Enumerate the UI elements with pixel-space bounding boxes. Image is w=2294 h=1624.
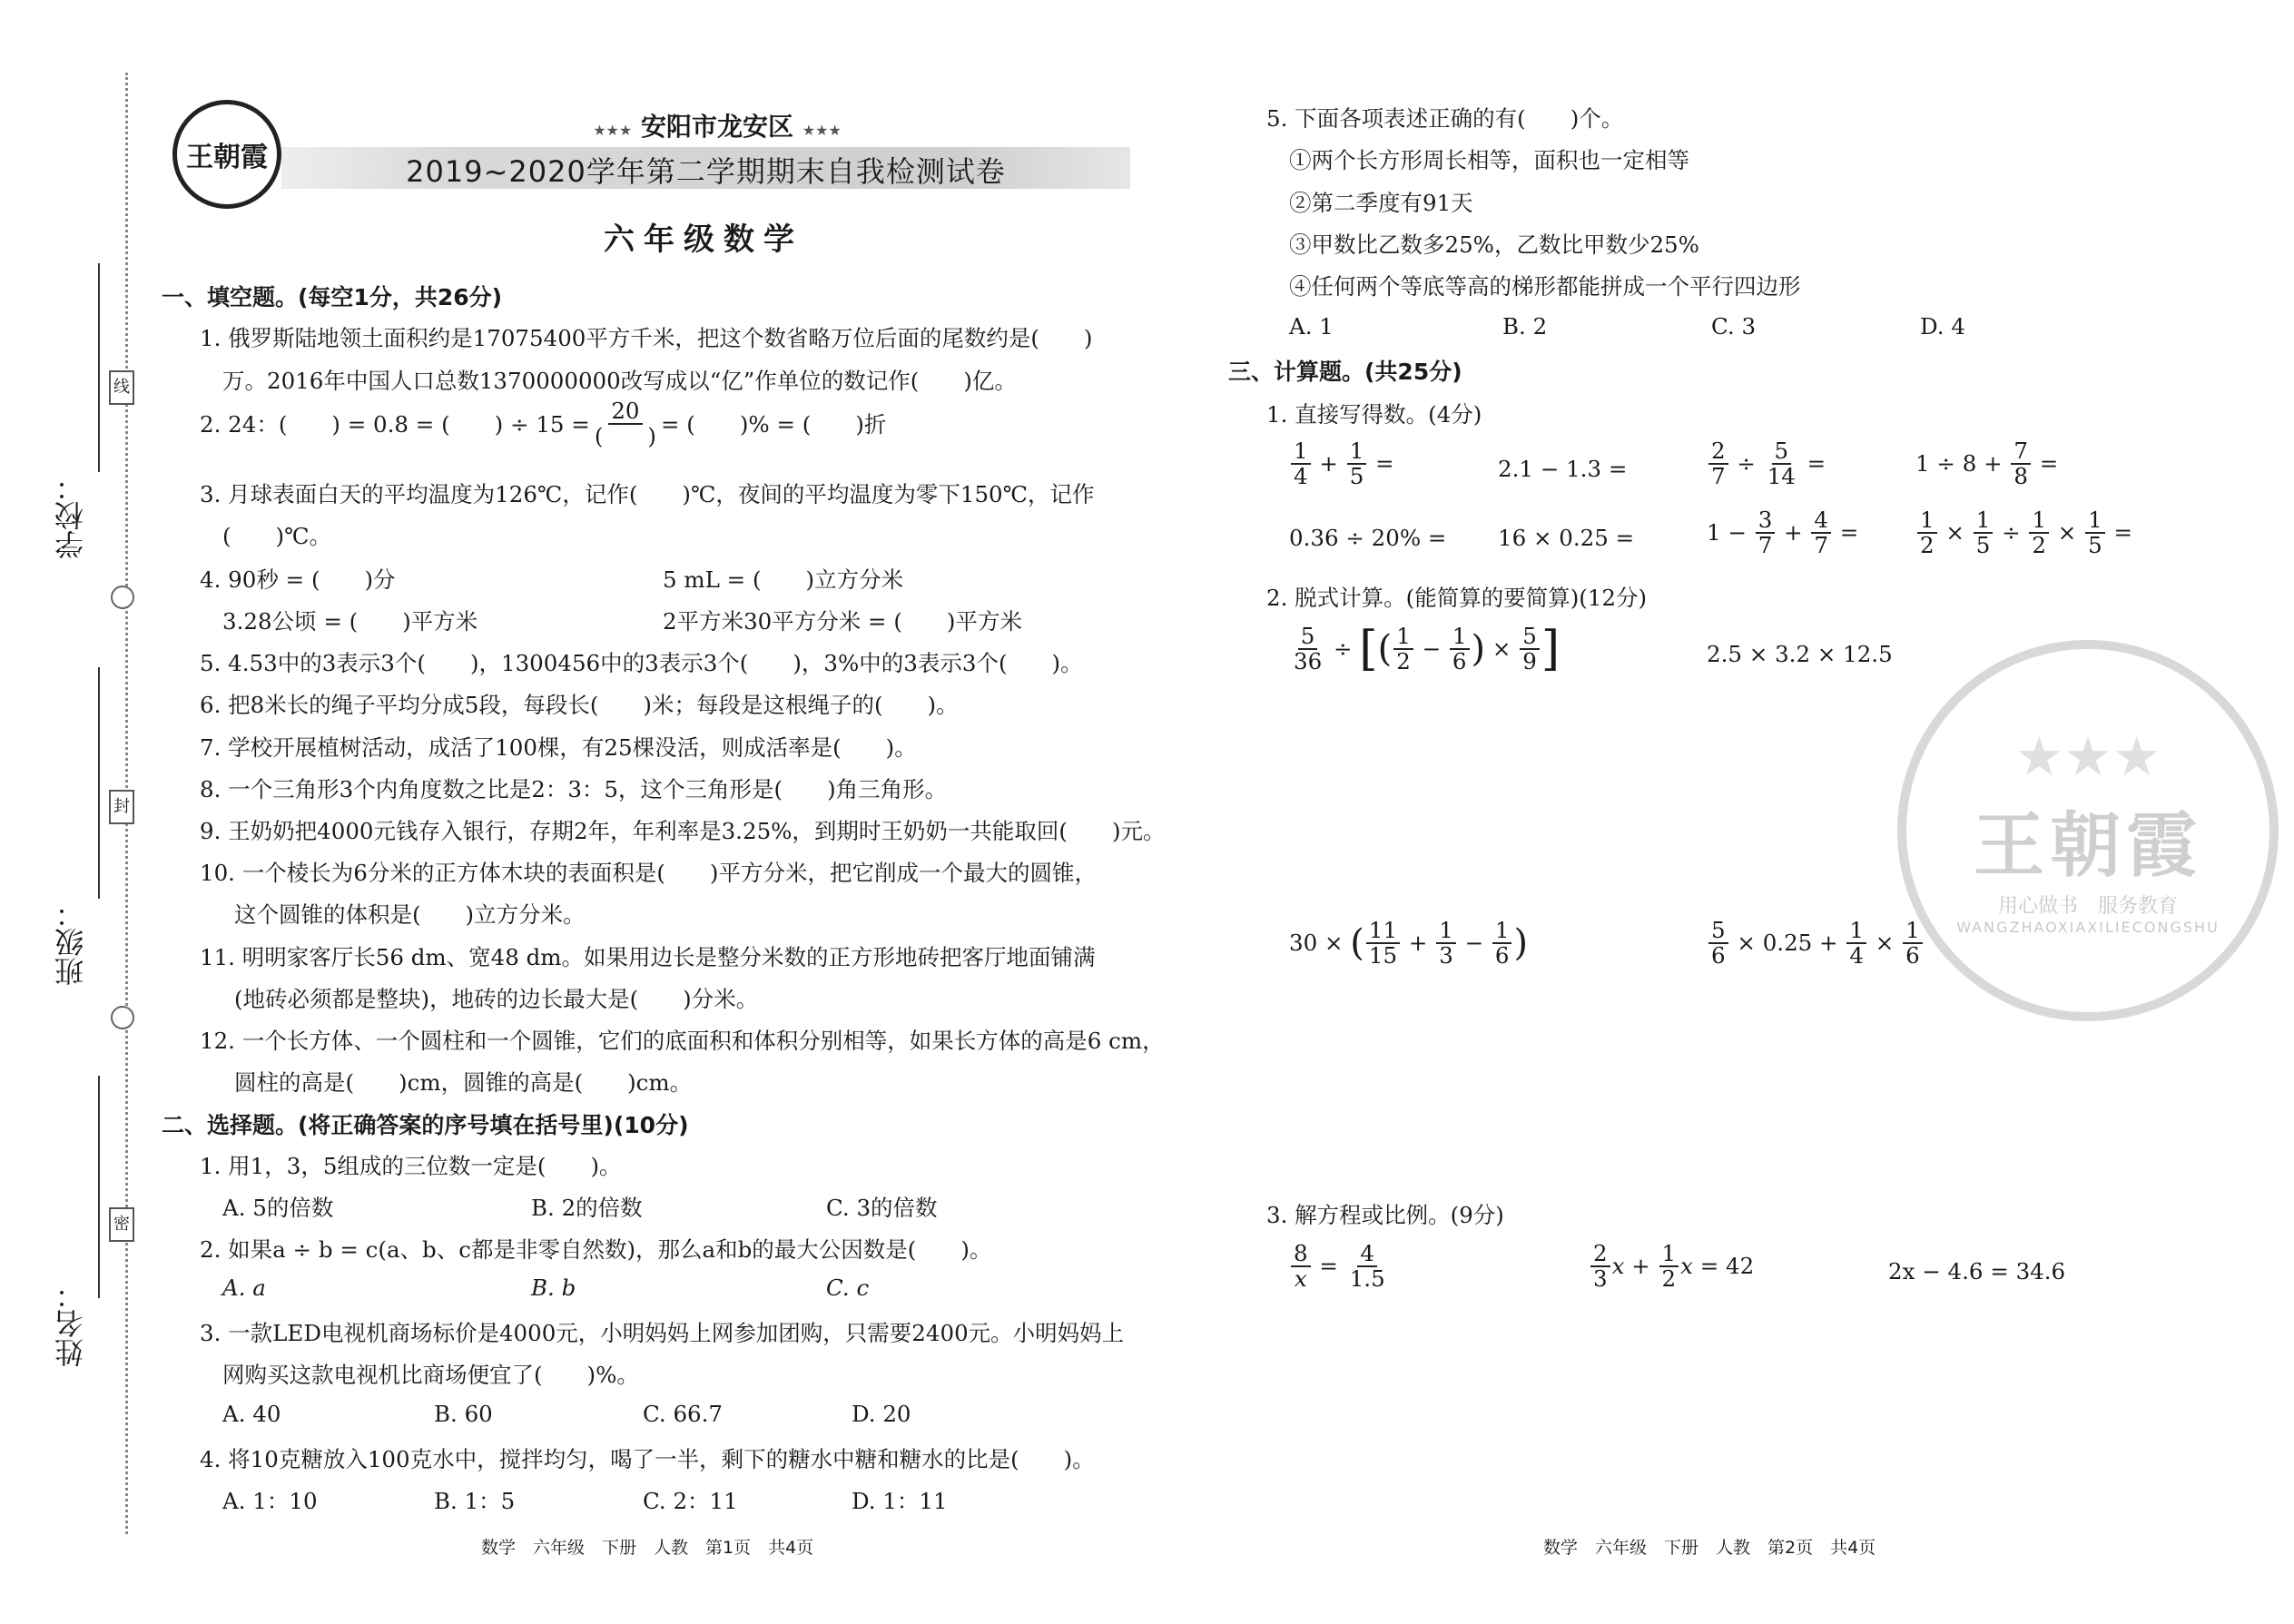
q2-right: = ( )% = ( )折 [660,411,887,438]
q2-denominator: ( ) [594,422,656,449]
calc-2-1-minus-1-3: 2.1 − 1.3 = [1498,456,1628,482]
calc-1-minus-3-7-plus-4-7: 1 − $\frac{3}{7}$ + $\frac{4}{7}$ = [1707,507,1859,558]
q10-line1: 10. 一个棱长为6分米的正方体木块的表面积是( )平方分米，把它削成一个最大的圆锥， [200,860,1097,886]
star-icon: ★★★ [2014,725,2161,789]
calc-1-4-plus-1-5: $\frac{1}{4}$ + $\frac{1}{5}$ = [1289,439,1394,487]
q9-line: 9. 王奶奶把4000元钱存入银行，存期2年，年利率是3.25%，到期时王奶奶一共能取回( )元。 [200,818,1166,844]
s2-q2-option-b: B. b [531,1275,576,1301]
s2-q2: 2. 如果a ÷ b = c(a、b、c都是非零自然数)，那么a和b的最大公因数是( )。 [200,1236,992,1263]
s2-q4-option-a: A. 1：10 [222,1488,318,1514]
class-underline [98,667,100,899]
q3-line1: 3. 月球表面白天的平均温度为126℃，记作( )℃，夜间的平均温度为零下150℃，记作 [200,481,1095,507]
q7-line: 7. 学校开展植树活动，成活了100棵，有25棵没活，则成活率是( )。 [200,734,917,761]
s2-q4-option-d: D. 1：11 [852,1488,948,1514]
q11-line2: (地砖必须都是整块)，地砖的边长最大是( )分米。 [234,986,759,1012]
s2-q5-item1: ①两个长方形周长相等，面积也一定相等 [1289,147,1689,173]
s2-q4: 4. 将10克糖放入100克水中，搅拌均匀，喝了一半，剩下的糖水中糖和糖水的比是( )。 [200,1446,1095,1472]
s2-q3-option-c: C. 66.7 [643,1401,723,1427]
s2-q1: 1. 用1，3，5组成的三位数一定是( )。 [200,1153,622,1179]
s2-q3-option-a: A. 40 [222,1401,281,1427]
s2-q4-option-c: C. 2：11 [643,1488,738,1514]
section1-heading: 一、填空题。(每空1分，共26分) [162,284,503,310]
equation-proportion: $\frac{8}{x}$ = $\frac{4}{1.5}$ [1289,1242,1390,1290]
s2-q5-option-a: A. 1 [1289,313,1334,340]
calc-5-6-times-0-25: $\frac{5}{6}$ × 0.25 + $\frac{1}{4}$ × $\frac{1}{6}$ [1707,919,1925,967]
s2-q1-option-c: C. 3的倍数 [826,1195,938,1221]
q2-left: 2. 24：( ) = 0.8 = ( ) ÷ 15 = [200,411,590,438]
star-icon-right: ★★★ [802,122,842,139]
q4-d: 2平方米30平方分米 = ( )平方米 [663,608,1022,635]
s2-q2-option-c: C. c [826,1275,870,1301]
s2-q5-item3: ③甲数比乙数多25%，乙数比甲数少25% [1289,231,1699,258]
logo-text: 王朝霞 [186,142,268,173]
region-title [563,107,871,143]
s2-q4-option-b: B. 1：5 [434,1488,516,1514]
s2-q5-option-c: C. 3 [1711,313,1757,340]
name-label: 姓名： [54,1280,88,1367]
q4-a: 4. 90秒 = ( )分 [200,566,396,593]
s2-q3-option-d: D. 20 [852,1401,911,1427]
s2-q5: 5. 下面各项表述正确的有( )个。 [1266,105,1624,132]
footer-page1: 数学 六年级 下册 人教 第1页 共4页 [481,1538,814,1558]
exam-title: 2019~2020学年第二学期期末自我检测试卷 [406,154,1006,189]
class-label: 班级： [54,899,88,986]
tag-line: 线 [109,370,134,405]
section3-heading: 三、计算题。(共25分) [1228,359,1462,385]
s2-q5-option-b: B. 2 [1502,313,1548,340]
watermark-slogan: 用心做书 服务教育 [1997,895,2178,918]
s3-part3: 3. 解方程或比例。(9分) [1266,1202,1504,1228]
q2-line [200,399,886,448]
s2-q5-item2: ②第二季度有91天 [1289,190,1473,216]
equation-2x-minus-4-6: 2x − 4.6 = 34.6 [1888,1258,2066,1284]
footer-page2: 数学 六年级 下册 人教 第2页 共4页 [1543,1538,1876,1558]
s2-q3-line2: 网购买这款电视机比商场便宜了( )%。 [222,1362,639,1388]
q5-line: 5. 4.53中的3表示3个( )，1300456中的3表示3个( )，3%中的3表示3个( )。 [200,650,1083,676]
q4-b: 5 mL = ( )立方分米 [663,566,904,593]
s2-q2-option-a: A. a [222,1275,266,1301]
s2-q5-option-d: D. 4 [1920,313,1965,340]
q1-line1: 1. 俄罗斯陆地领土面积约是17075400平方千米，把这个数省略万位后面的尾数约是( ) [200,325,1093,351]
s2-q3-option-b: B. 60 [434,1401,493,1427]
s3-part2: 2. 脱式计算。(能简算的要简算)(12分) [1266,585,1648,611]
binding-strip [0,0,154,1624]
s2-q5-item4: ④任何两个等底等高的梯形都能拼成一个平行四边形 [1289,273,1801,300]
name-underline [98,1076,100,1298]
calc-1-div-8-plus-7-8: 1 ÷ 8 + $\frac{7}{8}$ = [1915,438,2059,489]
section2-heading: 二、选择题。(将正确答案的序号填在括号里)(10分) [162,1112,689,1138]
calc-5-36-bracket: $\frac{5}{36}$ ÷ [ ( $\frac{1}{2}$ − $\frac{1}{6}$ ) × $\frac{5}{9}$ ] [1294,621,1561,676]
watermark-name: 王朝霞 [1973,804,2202,887]
q1-line2: 万。2016年中国人口总数1370000000改写成以“亿”作单位的数记作( )亿。 [222,368,1017,394]
s3-part1: 1. 直接写得数。(4分) [1266,401,1482,428]
school-underline [98,263,100,472]
region-text: 安阳市龙安区 [640,112,793,142]
tag-seal: 封 [109,790,134,824]
calc-16-times-0-25: 16 × 0.25 = [1498,525,1635,551]
watermark-pinyin: WANGZHAOXIAXILIECONGSHU [1956,919,2220,936]
tag-close: 密 [109,1207,134,1242]
q12-line2: 圆柱的高是( )cm，圆锥的高是( )cm。 [234,1069,693,1096]
calc-2-7-div-5-14: $\frac{2}{7}$ ÷ $\frac{5}{14}$ = [1707,439,1826,487]
q3-line2: ( )℃。 [222,523,332,549]
q6-line: 6. 把8米长的绳子平均分成5段，每段长( )米；每段是这根绳子的( )。 [200,692,959,718]
school-label: 学校： [54,472,88,559]
subject-title: 六年级数学 [604,221,803,258]
s2-q1-option-a: A. 5的倍数 [222,1195,334,1221]
equation-fractional-x: $\frac{2}{3}$ x + $\frac{1}{2}$ x = 42 [1589,1242,1754,1290]
q2-fraction [592,399,659,448]
calc-0-36-div-20-percent: 0.36 ÷ 20% = [1289,525,1447,551]
q4-c: 3.28公顷 = ( )平方米 [222,608,478,635]
q11-line1: 11. 明明家客厅长56 dm、宽48 dm。如果用边长是整分米数的正方形地砖把客厅地面铺满 [200,944,1096,970]
calc-half-chain: $\frac{1}{2}$ × $\frac{1}{5}$ ÷ $\frac{1}{2}$ × $\frac{1}{5}$ = [1915,508,2132,556]
q12-line1: 12. 一个长方体、一个圆柱和一个圆锥，它们的底面积和体积分别相等，如果长方体的高是6 cm， [200,1028,1165,1054]
calc-30-times-bracket: 30 × ( $\frac{11}{15}$ + $\frac{1}{3}$ − $\frac{1}{6}$ ) [1289,917,1529,969]
q2-numerator: 20 [608,399,642,425]
calc-2-5-times-3-2-times-12-5: 2.5 × 3.2 × 12.5 [1707,641,1893,667]
publisher-watermark [1897,640,2279,1021]
binding-hole-2 [111,1006,134,1029]
star-icon-left: ★★★ [593,122,633,139]
binding-hole-1 [111,586,134,609]
s2-q1-option-b: B. 2的倍数 [531,1195,643,1221]
q10-line2: 这个圆锥的体积是( )立方分米。 [234,901,586,928]
q8-line: 8. 一个三角形3个内角度数之比是2：3：5，这个三角形是( )角三角形。 [200,776,948,802]
s2-q3-line1: 3. 一款LED电视机商场标价是4000元，小明妈妈上网参加团购，只需要2400元。小明妈妈上 [200,1320,1125,1346]
publisher-logo [172,100,281,209]
